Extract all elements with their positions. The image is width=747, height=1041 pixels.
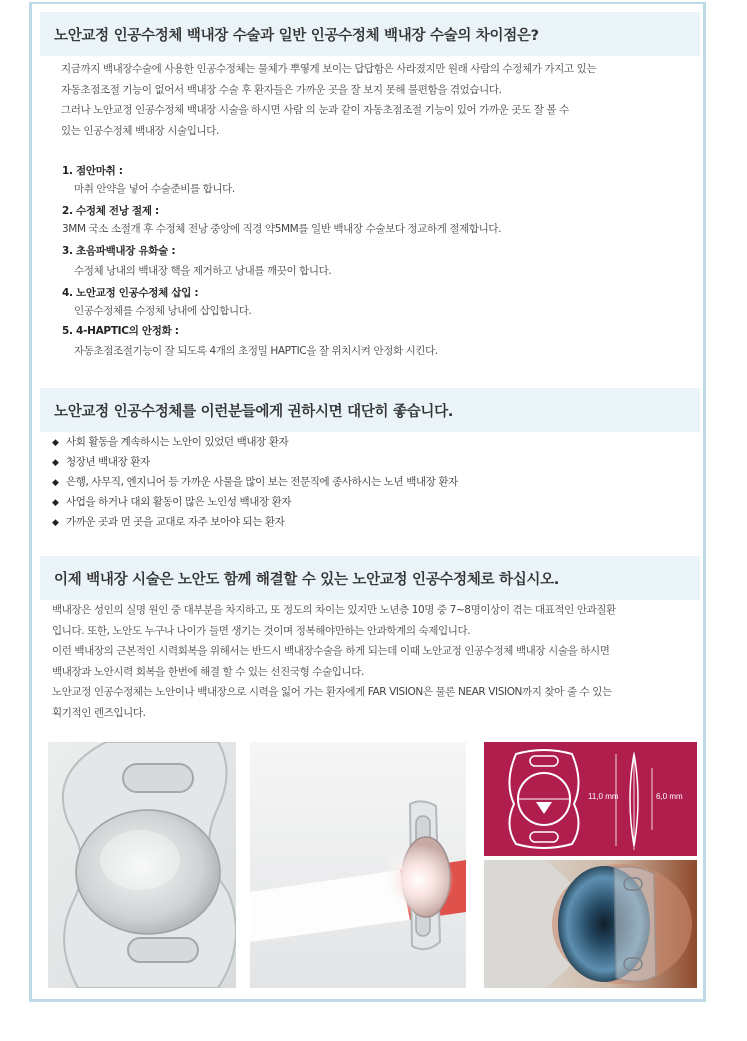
diameter-label: 11,0 mm <box>588 792 619 801</box>
step-title: 1. 점안마취 : <box>62 165 123 177</box>
diamond-bullet-icon: ◆ <box>52 498 59 508</box>
step-description: 수정체 낭내의 백내장 핵을 제거하고 낭내를 깨끗이 합니다. <box>74 265 332 277</box>
intro-line: 있는 인공수정체 백내장 시술입니다. <box>61 124 219 137</box>
section-heading-recommend <box>40 388 700 432</box>
list-item: ◆ 사업을 하거나 대외 활동이 많은 노인성 백내장 환자 <box>52 496 292 508</box>
step-title: 4. 노안교정 인공수정체 삽입 : <box>62 287 199 299</box>
intro-line: 자동초점조절 기능이 없어서 백내장 수술 후 환자들은 가까운 곳을 잘 보지 못해 불편함을 겪었습니다. <box>61 83 502 96</box>
step-3 <box>62 243 331 278</box>
step-4 <box>62 285 251 318</box>
diamond-bullet-icon: ◆ <box>52 478 59 488</box>
step-description: 마취 안약을 넣어 수술준비를 합니다. <box>74 183 235 195</box>
section-heading-solution <box>40 556 700 600</box>
paragraph-line: 노안교정 인공수정체는 노안이나 백내장으로 시력을 잃어 가는 환자에게 FAR VISION은 물론 NEAR VISION까지 찾아 줄 수 있는 <box>52 686 612 698</box>
list-item: ◆ 은행, 사무직, 엔지니어 등 가까운 사물을 많이 보는 전문직에 종사하시는 노년 백내장 환자 <box>52 476 458 488</box>
step-5 <box>62 323 438 358</box>
diamond-bullet-icon: ◆ <box>52 438 59 448</box>
section-heading-difference <box>40 12 700 56</box>
intro-paragraph <box>61 59 596 141</box>
step-1 <box>62 163 235 196</box>
section-heading-text: 이제 백내장 시술은 노안도 함께 해결할 수 있는 노안교정 인공수정체로 하십시오. <box>54 571 560 588</box>
step-2 <box>62 203 501 236</box>
intro-line: 그러나 노안교정 인공수정체 백내장 시술을 하시면 사람 의 눈과 같이 자동초점조절 기능이 있어 가까운 곳도 잘 볼 수 <box>61 104 569 116</box>
paragraph-line: 획기적인 렌즈입니다. <box>52 706 146 719</box>
eye-lens-image <box>484 860 697 988</box>
list-item: ◆ 사회 활동을 계속하시는 노안이 있었던 백내장 환자 <box>52 436 289 448</box>
lens-closeup-image <box>48 742 236 988</box>
paragraph-line: 백내장과 노안시력 회복을 한번에 해결 할 수 있는 선진국형 수술입니다. <box>52 665 364 678</box>
paragraph-line: 백내장은 성인의 실명 원인 중 대부분을 차지하고, 또 정도의 차이는 있지만 노년층 10명 중 7~8명이상이 겪는 대표적인 안과질환 <box>52 604 616 616</box>
intro-line: 지금까지 백내장수술에 사용한 인공수정체는 물체가 뿌옇게 보이는 답답함은 사라졌지만 원래 사람의 수정체가 가지고 있는 <box>61 63 597 75</box>
step-title: 5. 4-HAPTIC의 안정화 : <box>62 325 179 337</box>
step-description: 자동초점조절기능이 잘 되도록 4개의 초정밀 HAPTIC을 잘 위치시켜 안정화 시킨다. <box>74 345 438 357</box>
step-description: 3MM 국소 소절개 후 수정체 전낭 중앙에 직경 약5MM를 일반 백내장 수술보다 정교하게 절제합니다. <box>62 223 502 235</box>
section-heading-text: 노안교정 인공수정체 백내장 수술과 일반 인공수정체 백내장 수술의 차이점은? <box>54 27 539 44</box>
thickness-label: 6,0 mm <box>656 792 683 801</box>
list-item: ◆ 가까운 곳과 먼 곳을 교대로 자주 보아야 되는 환자 <box>52 516 285 528</box>
paragraph-line: 이런 백내장의 근본적인 시력회복을 위해서는 반드시 백내장수술을 하게 되는데 이때 노안교정 인공수정체 백내장 시술을 하시면 <box>52 645 610 657</box>
solution-paragraph <box>52 600 616 723</box>
lens-dimension-diagram <box>484 742 697 856</box>
diamond-bullet-icon: ◆ <box>52 518 59 528</box>
list-item: ◆ 청장년 백내장 환자 <box>52 456 150 468</box>
step-description: 인공수정체를 수정체 낭내에 삽입합니다. <box>74 305 252 317</box>
section-heading-text: 노안교정 인공수정체를 이런분들에게 권하시면 대단히 좋습니다. <box>54 403 454 420</box>
step-title: 2. 수정체 전낭 절제 : <box>62 205 159 217</box>
lens-light-image <box>250 742 466 988</box>
diamond-bullet-icon: ◆ <box>52 458 59 468</box>
step-title: 3. 초음파백내장 유화술 : <box>62 245 176 257</box>
paragraph-line: 입니다. 또한, 노안도 누구나 나이가 들면 생기는 것이며 정복해야만하는 안과학계의 숙제입니다. <box>52 624 471 637</box>
